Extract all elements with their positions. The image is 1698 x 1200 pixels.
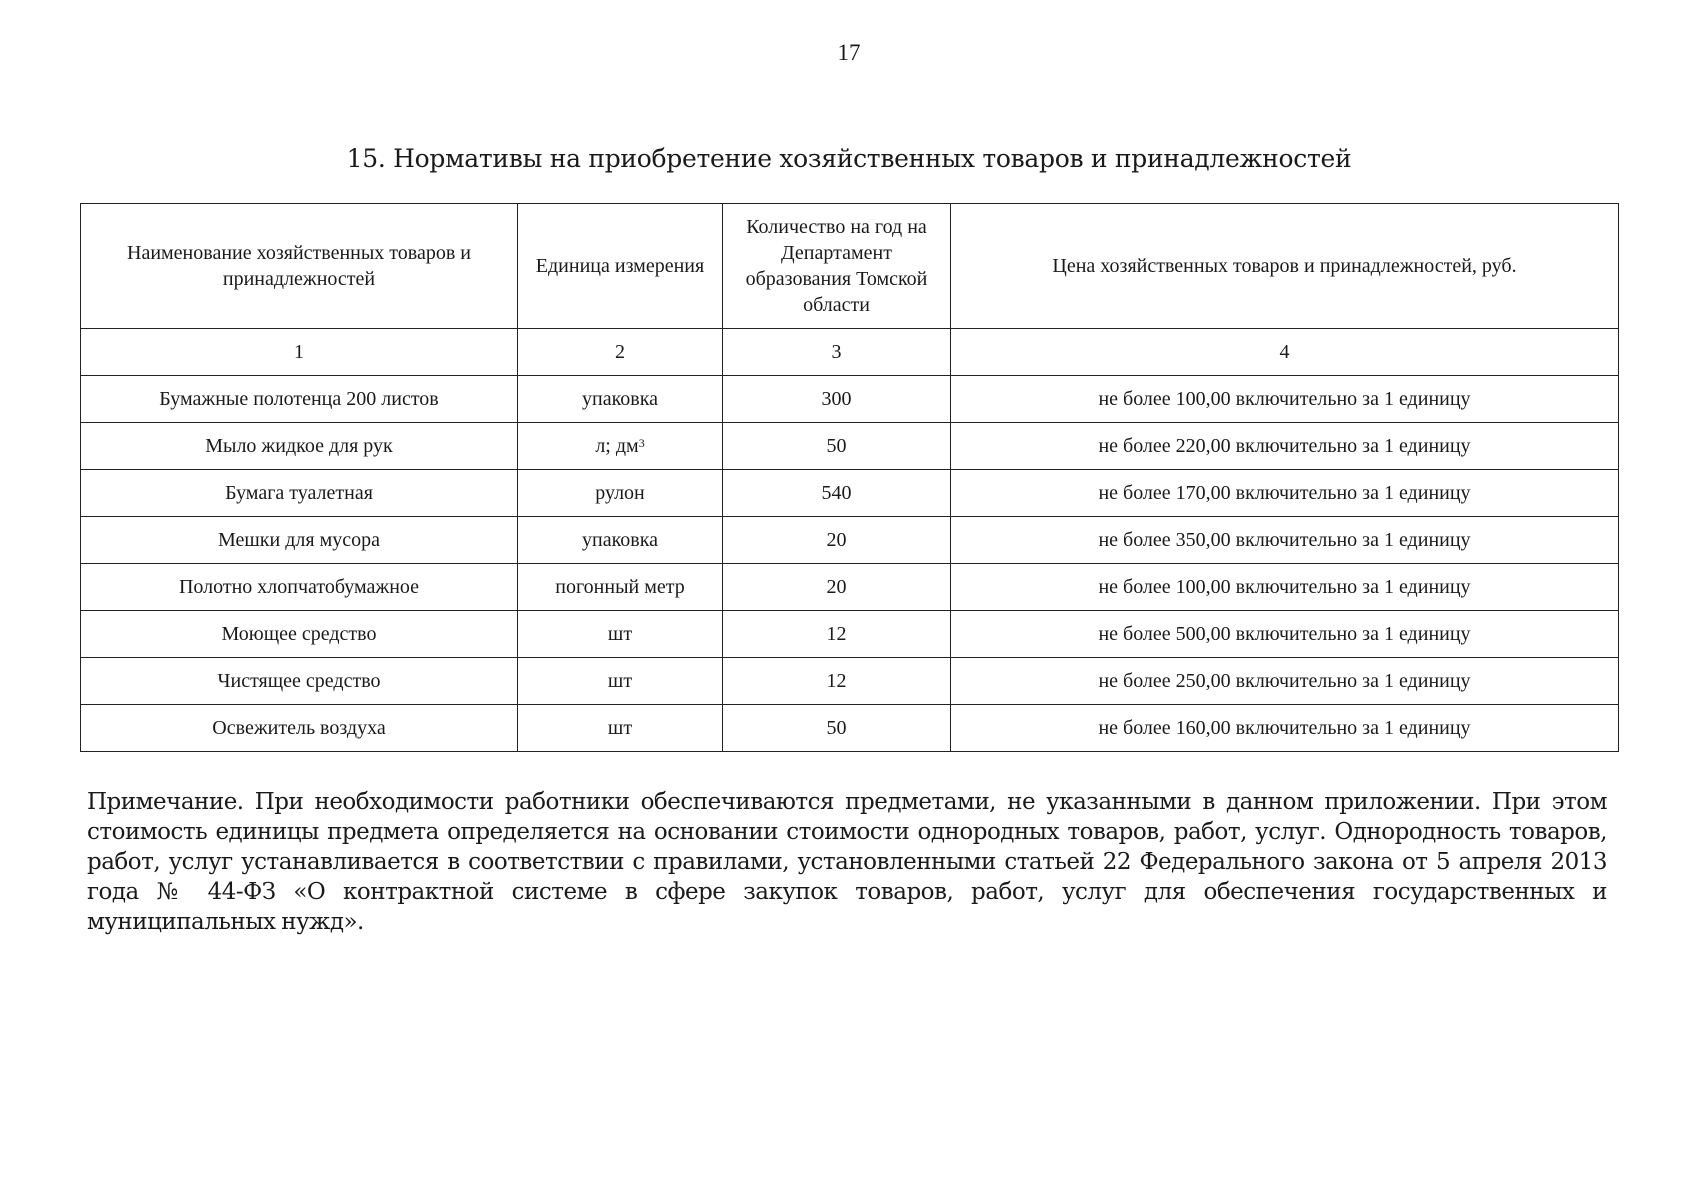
header-cell-price: Цена хозяйственных товаров и принадлежностей, руб. (951, 204, 1619, 329)
cell-quantity: 50 (723, 705, 951, 752)
table-row (81, 564, 1619, 611)
page-number: 17 (837, 40, 861, 65)
cell-unit (518, 564, 723, 611)
cell-quantity: 50 (723, 423, 951, 470)
cell-item-name: Бумага туалетная (81, 470, 518, 517)
table-row (81, 470, 1619, 517)
cell-unit-text: шт (607, 717, 633, 739)
cell-price: не более 170,00 включительно за 1 единицу (951, 470, 1619, 517)
cell-price: не более 250,00 включительно за 1 единицу (951, 658, 1619, 705)
cell-unit (518, 517, 723, 564)
table-row (81, 611, 1619, 658)
cell-price: не более 160,00 включительно за 1 единицу (951, 705, 1619, 752)
cell-unit-text: л; дм (595, 435, 639, 457)
cell-item-name: Чистящее средство (81, 658, 518, 705)
cell-price: не более 100,00 включительно за 1 единицу (951, 376, 1619, 423)
page-title: 15. Нормативы на приобретение хозяйственных товаров и принадлежностей (346, 144, 1352, 173)
column-number-cell: 3 (723, 329, 951, 376)
column-number-cell: 1 (81, 329, 518, 376)
cell-quantity: 12 (723, 611, 951, 658)
cell-item-name: Бумажные полотенца 200 листов (81, 376, 518, 423)
cell-item-name: Мыло жидкое для рук (81, 423, 518, 470)
cell-quantity: 20 (723, 564, 951, 611)
cell-price: не более 500,00 включительно за 1 единицу (951, 611, 1619, 658)
header-cell-name: Наименование хозяйственных товаров и принадлежностей (81, 204, 518, 329)
cell-item-name: Моющее средство (81, 611, 518, 658)
cell-quantity: 540 (723, 470, 951, 517)
cell-item-name: Освежитель воздуха (81, 705, 518, 752)
header-cell-unit: Единица измерения (518, 204, 723, 329)
cell-item-name: Полотно хлопчатобумажное (81, 564, 518, 611)
column-number-cell: 2 (518, 329, 723, 376)
cell-unit (518, 705, 723, 752)
norms-table (80, 203, 1619, 752)
cell-quantity: 20 (723, 517, 951, 564)
cell-quantity: 12 (723, 658, 951, 705)
cell-unit-text: шт (607, 670, 633, 692)
table-row (81, 376, 1619, 423)
table-row (81, 517, 1619, 564)
cell-unit (518, 376, 723, 423)
table-row (81, 423, 1619, 470)
norms-table-body (81, 204, 1619, 752)
cell-unit (518, 423, 723, 470)
cell-unit (518, 658, 723, 705)
cell-price: не более 350,00 включительно за 1 единицу (951, 517, 1619, 564)
table-row (81, 658, 1619, 705)
cell-unit-text: шт (607, 623, 633, 645)
cell-unit (518, 611, 723, 658)
table-row (81, 705, 1619, 752)
cell-unit-text: рулон (595, 482, 645, 504)
note-paragraph: Примечание. При необходимости работники обеспечиваются предметами, не указанными в данном приложении. При этом стоимость единицы предмета определяется на основании стоимости однородных товаров, работ, услуг. Однородность товаров, работ, услуг устанавливается в соответствии с правилами, установленными статьей 22 Федерального закона от 5 апреля 2013 года № 44-ФЗ «О контрактной системе в сфере закупок товаров, работ, услуг для обеспечения государственных и муниципальных нужд». (87, 789, 1607, 935)
table-header-row (81, 204, 1619, 329)
cell-price: не более 220,00 включительно за 1 единицу (951, 423, 1619, 470)
cell-unit-superscript: 3 (638, 436, 645, 450)
cell-unit (518, 470, 723, 517)
header-cell-quantity: Количество на год на Департамент образования Томской области (723, 204, 951, 329)
column-number-cell: 4 (951, 329, 1619, 376)
cell-price: не более 100,00 включительно за 1 единицу (951, 564, 1619, 611)
cell-item-name: Мешки для мусора (81, 517, 518, 564)
cell-unit-text: погонный метр (555, 576, 685, 598)
cell-unit-text: упаковка (581, 529, 658, 551)
column-number-row (81, 329, 1619, 376)
cell-quantity: 300 (723, 376, 951, 423)
cell-unit-text: упаковка (581, 388, 658, 410)
